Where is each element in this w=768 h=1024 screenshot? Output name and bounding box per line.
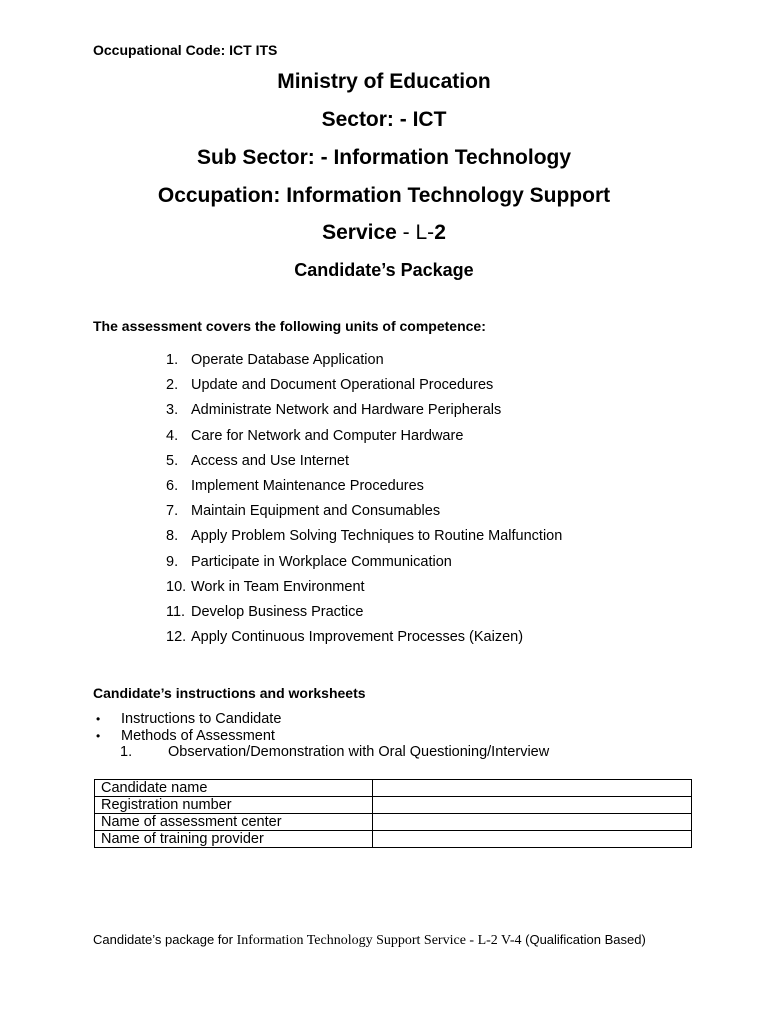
sub-sector-heading: Sub Sector: - Information Technology	[196, 146, 572, 169]
list-item-label: Operate Database Application	[191, 352, 384, 368]
list-item-label: Apply Problem Solving Techniques to Routine Malfunction	[191, 528, 563, 545]
service-level-heading	[0, 221, 768, 245]
service-word: Service	[322, 221, 397, 244]
list-item	[166, 602, 562, 627]
method-label: Observation/Demonstration with Oral Questioning/Interview	[168, 744, 550, 760]
list-item-number: 3.	[166, 402, 179, 419]
footer-suffix: (Qualification Based)	[521, 932, 646, 947]
list-item-label: Apply Continuous Improvement Processes (Kaizen)	[191, 629, 524, 646]
list-item-label: Implement Maintenance Procedures	[191, 477, 424, 494]
assessment-lead: The assessment covers the following units of competence:	[93, 318, 486, 334]
occupational-code: Occupational Code: ICT ITS	[93, 42, 278, 58]
list-item	[166, 501, 562, 526]
service-dash: - L-	[396, 221, 435, 244]
page-footer	[93, 932, 653, 949]
table-row	[95, 831, 692, 848]
list-item-label: Care for Network and Computer Hardware	[191, 427, 464, 444]
bullet-label: Methods of Assessment	[121, 727, 275, 744]
list-item	[166, 400, 562, 425]
list-item-number: 5.	[166, 452, 179, 469]
list-item	[166, 552, 562, 577]
list-item-number: 12.	[166, 629, 187, 646]
list-item-number: 6.	[166, 477, 179, 494]
list-item	[166, 476, 562, 501]
table-cell-value[interactable]	[373, 814, 692, 831]
table-cell-label: Name of training provider	[95, 831, 373, 848]
list-item-number: 9.	[166, 553, 179, 570]
list-item-number: 8.	[166, 528, 179, 545]
instructions-title: Candidate’s instructions and worksheets	[93, 685, 366, 701]
list-item	[166, 375, 562, 400]
list-item	[166, 627, 562, 652]
list-item-label: Work in Team Environment	[191, 578, 365, 595]
list-item-number: 2.	[166, 377, 179, 394]
assessment-method-item	[120, 744, 549, 761]
list-item-label: Maintain Equipment and Consumables	[191, 503, 441, 520]
list-item-label: Access and Use Internet	[191, 452, 349, 469]
table-cell-label: Candidate name	[95, 780, 373, 797]
list-item-number: 1.	[166, 352, 179, 368]
table-cell-value[interactable]	[373, 797, 692, 814]
list-item-number: 7.	[166, 503, 179, 520]
list-item-label: Update and Document Operational Procedures	[191, 377, 494, 394]
table-cell-value[interactable]	[373, 780, 692, 797]
sector-heading: Sector: - ICT	[321, 108, 447, 131]
bullet-item	[96, 728, 281, 745]
list-item-number: 11.	[166, 603, 186, 620]
footer-title: Information Technology Support Service - L-2 V-4	[236, 933, 522, 948]
units-of-competence-list	[166, 350, 562, 652]
bullet-item	[96, 711, 281, 728]
list-item	[166, 526, 562, 551]
list-item	[166, 577, 562, 602]
bullet-icon: •	[96, 712, 101, 726]
list-item-number: 4.	[166, 427, 179, 444]
bullet-icon: •	[96, 728, 101, 743]
table-row	[95, 797, 692, 814]
list-item	[166, 451, 562, 476]
service-level: 2	[434, 221, 446, 244]
footer-prefix: Candidate’s package for	[93, 932, 237, 947]
instructions-bullet-list	[96, 711, 281, 744]
table-cell-label: Registration number	[95, 797, 373, 814]
list-item	[166, 426, 562, 451]
table-row	[95, 814, 692, 831]
bullet-label: Instructions to Candidate	[121, 711, 282, 727]
package-title: Candidate’s Package	[294, 260, 474, 280]
occupation-heading: Occupation: Information Technology Support	[157, 184, 611, 207]
list-item-label: Administrate Network and Hardware Peripherals	[191, 402, 502, 419]
table-row	[95, 780, 692, 797]
list-item	[166, 350, 562, 375]
table-cell-label: Name of assessment center	[95, 814, 373, 831]
list-item-number: 10.	[166, 578, 187, 595]
table-cell-value[interactable]	[373, 831, 692, 848]
ministry-heading: Ministry of Education	[277, 70, 491, 93]
list-item-label: Develop Business Practice	[191, 603, 364, 620]
candidate-info-table	[94, 779, 692, 848]
list-item-label: Participate in Workplace Communication	[191, 553, 452, 570]
method-number: 1.	[120, 744, 133, 760]
